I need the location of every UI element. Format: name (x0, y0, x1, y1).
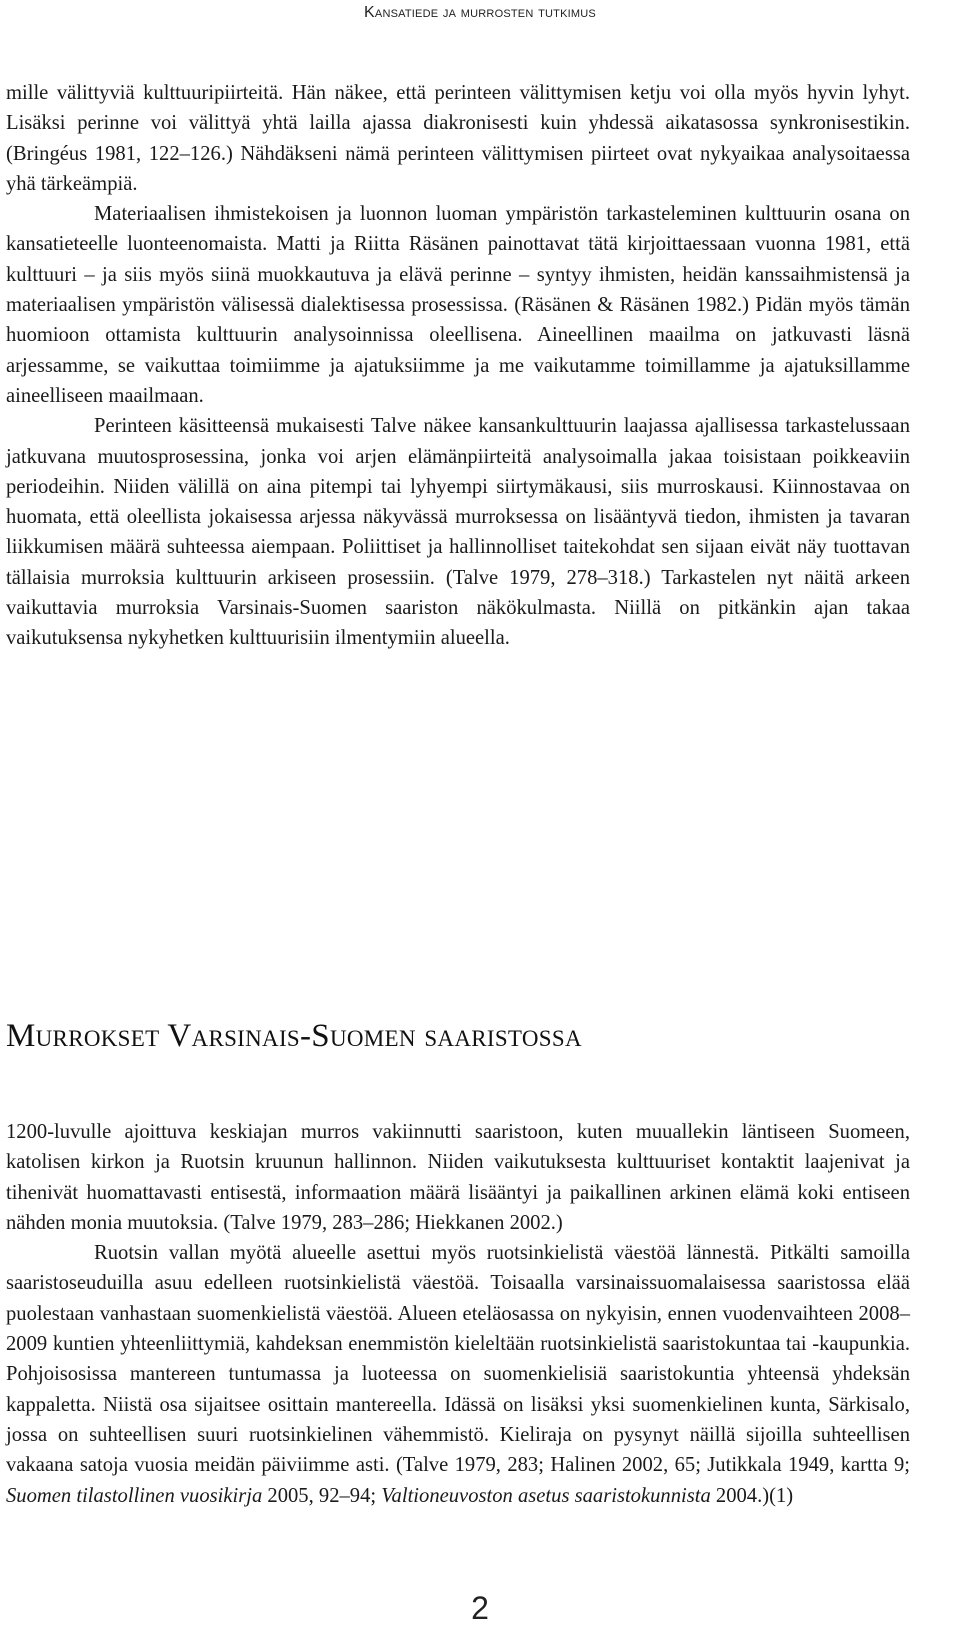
paragraph-swedish-rule-text: Ruotsin vallan myötä alueelle asettui myös ruotsinkielistä väestöä lännestä. Pitkälti samoilla saaristoseuduilla asuu edelleen ruotsinkielistä väestöä. Toisaalla varsinaissuomalaisessa saaristossa elää puolestaan vanhastaan suomenkielistä väestöä. Alueen eteläosassa on nykyisin, ennen vuodenvaihteen 2008–2009 kuntien yhteenliittymiä, kahdeksan enemmistön kieleltään ruotsinkielistä saaristokuntaa tai -kaupunkia. Pohjoisosissa mantereen tuntumassa ja luoteessa on suomenkielisiä saaristokuntia yhteensä yhdeksän kappaletta. Niistä osa sijaitsee osittain mantereella. Idässä on lisäksi yksi suomenkielinen kunta, Särkisalo, jossa on suhteellisen suuri ruotsinkielinen vähemmistö. Kieliraja on pysynyt näillä sijoilla suhteellisen vakaana satoja vuosia meidän päiviimme asti. (Talve 1979, 283; Halinen 2002, 65; Jutikkala 1949, kartta 9; (6, 1242, 910, 1477)
paragraph-tradition-concept: Perinteen käsitteensä mukaisesti Talve näkee kansankulttuurin laajassa ajallisessa tarkastelussaan jatkuvana muutosprosessina, jonka voi arjen elämänpiirteitä analysoimalla jakaa toisistaan poikkeaviin periodeihin. Niiden välillä on aina pitempi tai lyhyempi siirtymäkausi, siis murroskausi. Kiinnostavaa on huomata, että oleellista jokaisessa arjessa näkyvässä murroksessa on lisääntyvä tiedon, ihmisten ja tavaran liikkumisen määrä suhteessa aiempaan. Poliittiset ja hallinnolliset taitekohdat sen sijaan eivät näy tuottavan tällaisia murroksia kulttuurin arkiseen prosessiin. (Talve 1979, 278–318.) Tarkastelen nyt näitä arkeen vaikuttavia murroksia Varsinais-Suomen saariston näkökulmasta. Niillä on pitkänkin ajan takaa vaikutuksensa nykyhetken kulttuurisiin ilmentymiin alueella. (6, 415, 910, 650)
paragraph-swedish-rule (6, 1238, 910, 1511)
paragraph-continuation: mille välittyviä kulttuuripiirteitä. Hän näkee, että perinteen välittymisen ketju voi olla myös hyvin lyhyt. Lisäksi perinne voi välittyä yhtä lailla ajassa diakronisesti kuin yhdessä aikatasossa synkronisestikin. (Bringéus 1981, 122–126.) Nähdäkseni nämä perinteen välittymisen piirteet ovat nykyaikaa analysoitaessa yhä tärkeämpiä. (6, 82, 910, 195)
citation-pages: 2005, 92–94; (262, 1484, 382, 1507)
section-heading: Murrokset Varsinais-Suomen saaristossa (6, 1018, 582, 1054)
page-number: 2 (471, 1590, 489, 1626)
citation-title-decree: Valtioneuvoston asetus saaristokunnista (381, 1484, 711, 1507)
body-text-top (6, 78, 910, 654)
running-header-title: Kansatiede ja murrosten tutkimus (364, 4, 596, 21)
paragraph-medieval-transition: 1200-luvulle ajoittuva keskiajan murros vakiinnutti saaristoon, kuten muuallekin läntiseen Suomeen, katolisen kirkon ja Ruotsin kruunun hallinnon. Niiden vaikutuksesta kulttuuriset kontaktit laajenivat ja tihenivät huomattavasti entisestä, informaation määrä lisääntyi ja paikallinen arkinen elämä koki entiseen nähden monia muutoksia. (Talve 1979, 283–286; Hiekkanen 2002.) (6, 1121, 910, 1234)
running-header (0, 4, 960, 22)
body-text-section (6, 1117, 910, 1511)
citation-title-statistical-yearbook: Suomen tilastollinen vuosikirja (6, 1484, 263, 1507)
citation-end: 2004.)(1) (710, 1484, 794, 1507)
paragraph-material-environment: Materiaalisen ihmistekoisen ja luonnon luoman ympäristön tarkasteleminen kulttuurin osana on kansatieteelle luonteenomaista. Matti ja Riitta Räsänen painottavat tätä kirjoittaessaan vuonna 1981, että kulttuuri – ja siis myös siinä muokkautuva ja elävä perinne – syntyy ihmisten, heidän kanssaihmistensä ja materiaalisen ympäristön välisessä dialektisessa prosessissa. (Räsänen & Räsänen 1982.) Pidän myös tämän huomioon ottamista kulttuurin analysoinnissa oleellisena. Aineellinen maailma on jatkuvasti läsnä arjessamme, se vaikuttaa toimiimme ja ajatuksiimme ja me vaikutamme toimillamme ja ajatuksillamme aineelliseen maailmaan. (6, 203, 910, 407)
